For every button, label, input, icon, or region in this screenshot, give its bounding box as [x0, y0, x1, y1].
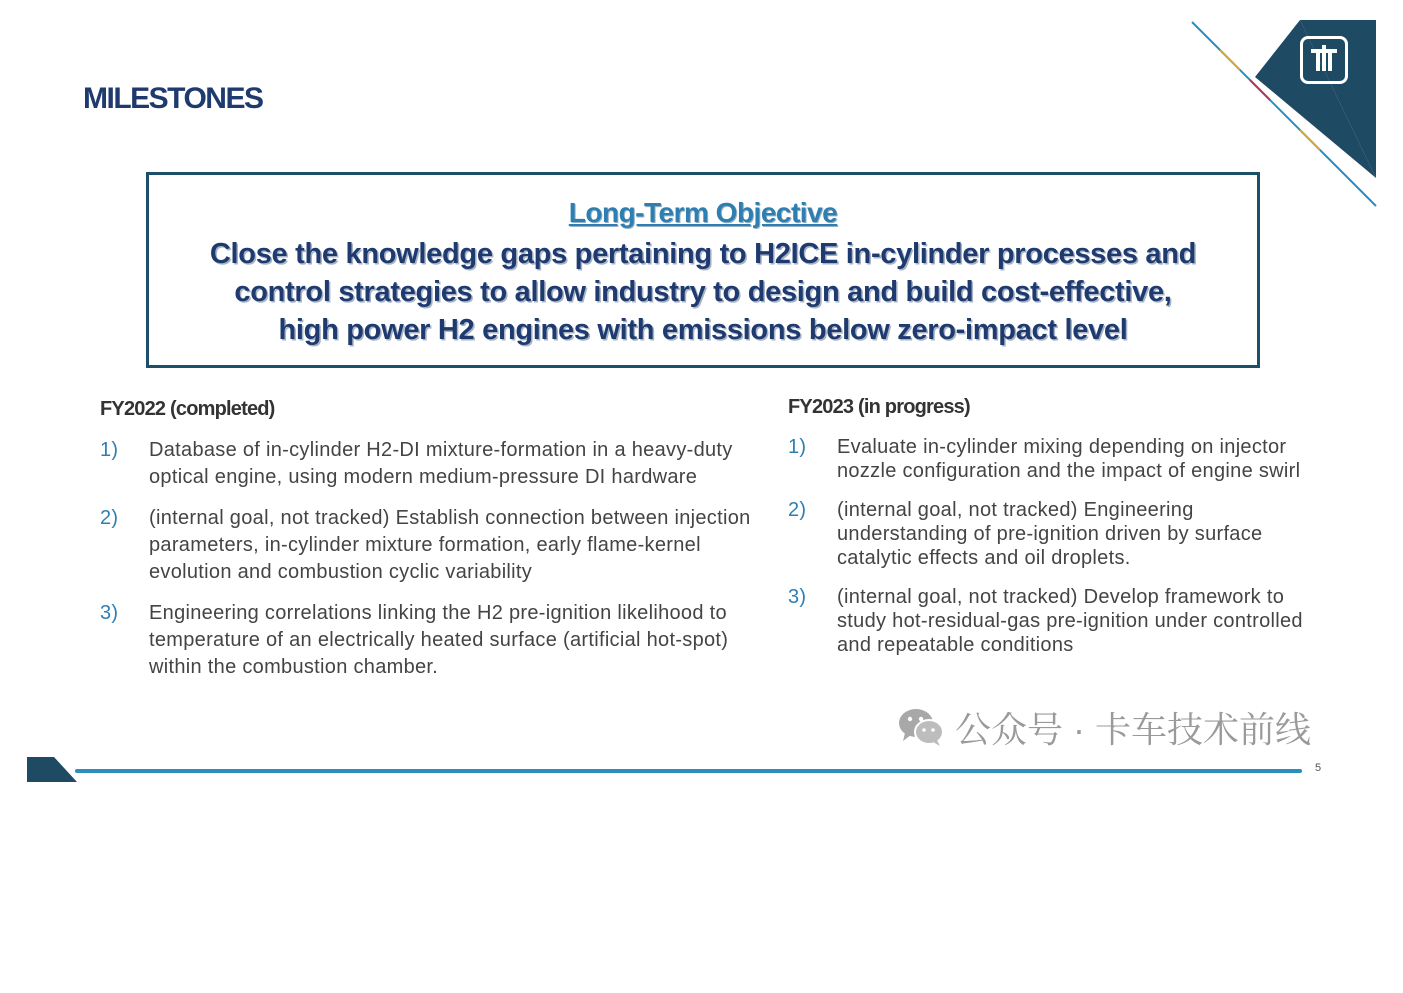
page-number: 5 [1315, 762, 1322, 774]
fy2022-column [100, 398, 760, 695]
objective-line: control strategies to allow industry to design and build cost-effective, [234, 276, 1172, 308]
fy2023-column [788, 396, 1308, 672]
slide-title: MILESTONES [83, 82, 263, 115]
item-number: 2) [100, 507, 119, 529]
watermark [897, 704, 1311, 750]
footer-accent [27, 757, 77, 782]
sandia-logo-icon [1300, 36, 1348, 84]
item-text: Evaluate in-cylinder mixing depending on injector nozzle configuration and the impact of engine swirl [837, 436, 1301, 482]
objective-text [169, 235, 1237, 349]
objective-heading: Long-Term Objective [568, 197, 838, 228]
fy2023-heading: FY2023 (in progress) [788, 396, 970, 418]
item-number: 3) [788, 586, 807, 608]
footer-line [75, 769, 1302, 773]
list-item [788, 435, 1308, 483]
item-text: (internal goal, not tracked) Establish connection between injection parameters, in-cylinder mixture formation, early flame-kernel evolution and combustion cyclic variability [149, 507, 751, 583]
fy2022-heading: FY2022 (completed) [100, 398, 275, 420]
objective-line: Close the knowledge gaps pertaining to H2ICE in-cylinder processes and [209, 238, 1197, 270]
item-number: 1) [100, 439, 119, 461]
item-text: (internal goal, not tracked) Develop framework to study hot-residual-gas pre-ignition under controlled and repeatable conditions [837, 586, 1303, 656]
item-number: 2) [788, 499, 807, 521]
item-number: 3) [100, 602, 119, 624]
long-term-objective-box [146, 172, 1260, 368]
list-item [788, 585, 1308, 657]
watermark-text: 公众号 · 卡车技术前线 [955, 708, 1311, 750]
list-item [100, 600, 760, 681]
list-item [788, 498, 1308, 570]
objective-line: high power H2 engines with emissions below zero-impact level [278, 314, 1128, 346]
item-text: (internal goal, not tracked) Engineering understanding of pre-ignition driven by surface catalytic effects and oil droplets. [837, 499, 1263, 569]
list-item [100, 437, 760, 491]
item-text: Database of in-cylinder H2-DI mixture-formation in a heavy-duty optical engine, using modern medium-pressure DI hardware [149, 439, 733, 488]
item-text: Engineering correlations linking the H2 pre-ignition likelihood to temperature of an electrically heated surface (artificial hot-spot) within the combustion chamber. [149, 602, 729, 678]
list-item [100, 505, 760, 586]
wechat-icon [897, 707, 945, 747]
item-number: 1) [788, 436, 807, 458]
